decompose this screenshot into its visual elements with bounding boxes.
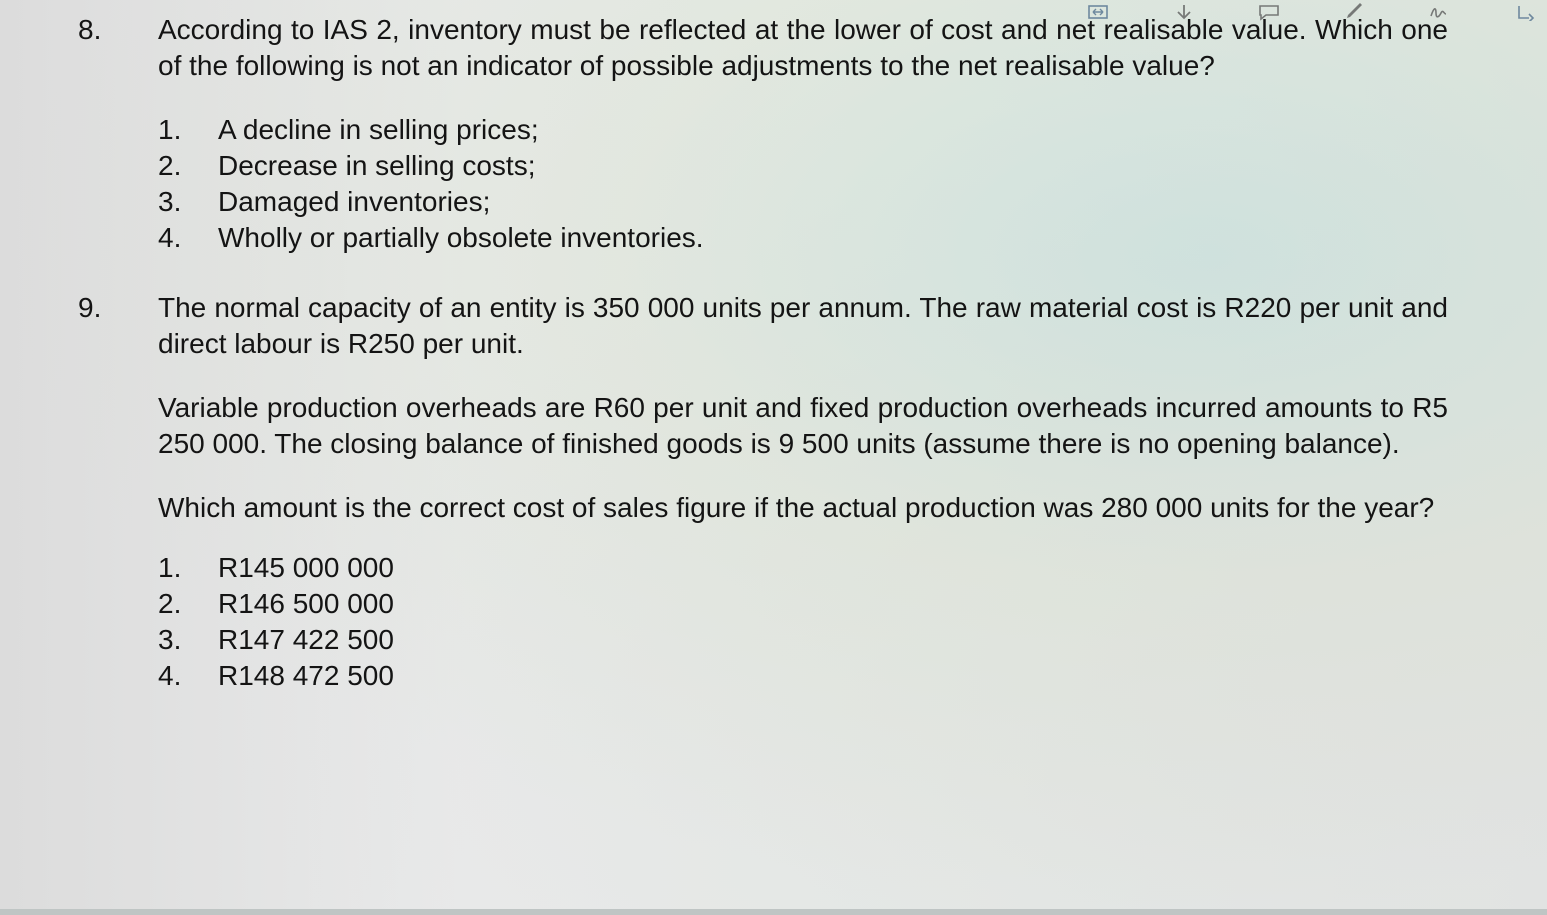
option-text: Wholly or partially obsolete inventories. <box>218 222 704 253</box>
question-text: The normal capacity of an entity is 350 000 units per annum. The raw material cost is R220 per unit and direct labour is R250 per unit. <box>158 292 1448 359</box>
layout-icon[interactable] <box>1513 2 1539 22</box>
option-number: 1. <box>158 114 182 145</box>
option-number: 4. <box>158 660 182 691</box>
option-text: R146 500 000 <box>218 588 394 619</box>
option-number: 2. <box>158 588 182 619</box>
option-item <box>158 550 1500 586</box>
question-text: According to IAS 2, inventory must be reflected at the lower of cost and net realisable value. Which one of the following is not an indicator of possible adjustments to the net realisable value? <box>158 14 1448 81</box>
option-item <box>158 622 1500 658</box>
option-item <box>158 148 1500 184</box>
option-text: R147 422 500 <box>218 624 394 655</box>
option-item <box>158 586 1500 622</box>
option-number: 1. <box>158 552 182 583</box>
option-item <box>158 658 1500 694</box>
option-item <box>158 220 1500 256</box>
option-text: Decrease in selling costs; <box>218 150 536 181</box>
option-number: 2. <box>158 150 182 181</box>
question-number: 9. <box>78 292 102 323</box>
option-text: R148 472 500 <box>218 660 394 691</box>
option-number: 3. <box>158 186 182 217</box>
option-text: Damaged inventories; <box>218 186 491 217</box>
option-number: 3. <box>158 624 182 655</box>
question-8 <box>0 12 1500 256</box>
question-text: Which amount is the correct cost of sales figure if the actual production was 280 000 units for the year? <box>158 492 1435 523</box>
options-list <box>158 112 1500 256</box>
question-number: 8. <box>78 14 102 45</box>
option-item <box>158 112 1500 148</box>
option-number: 4. <box>158 222 182 253</box>
option-item <box>158 184 1500 220</box>
question-text: Variable production overheads are R60 per unit and fixed production overheads incurred amounts to R5 250 000. The closing balance of finished goods is 9 500 units (assume there is no opening balance). <box>158 392 1448 459</box>
document-page <box>0 12 1500 694</box>
option-text: A decline in selling prices; <box>218 114 539 145</box>
option-text: R145 000 000 <box>218 552 394 583</box>
bottom-border <box>0 909 1547 915</box>
options-list <box>158 550 1500 694</box>
question-9 <box>0 290 1500 694</box>
